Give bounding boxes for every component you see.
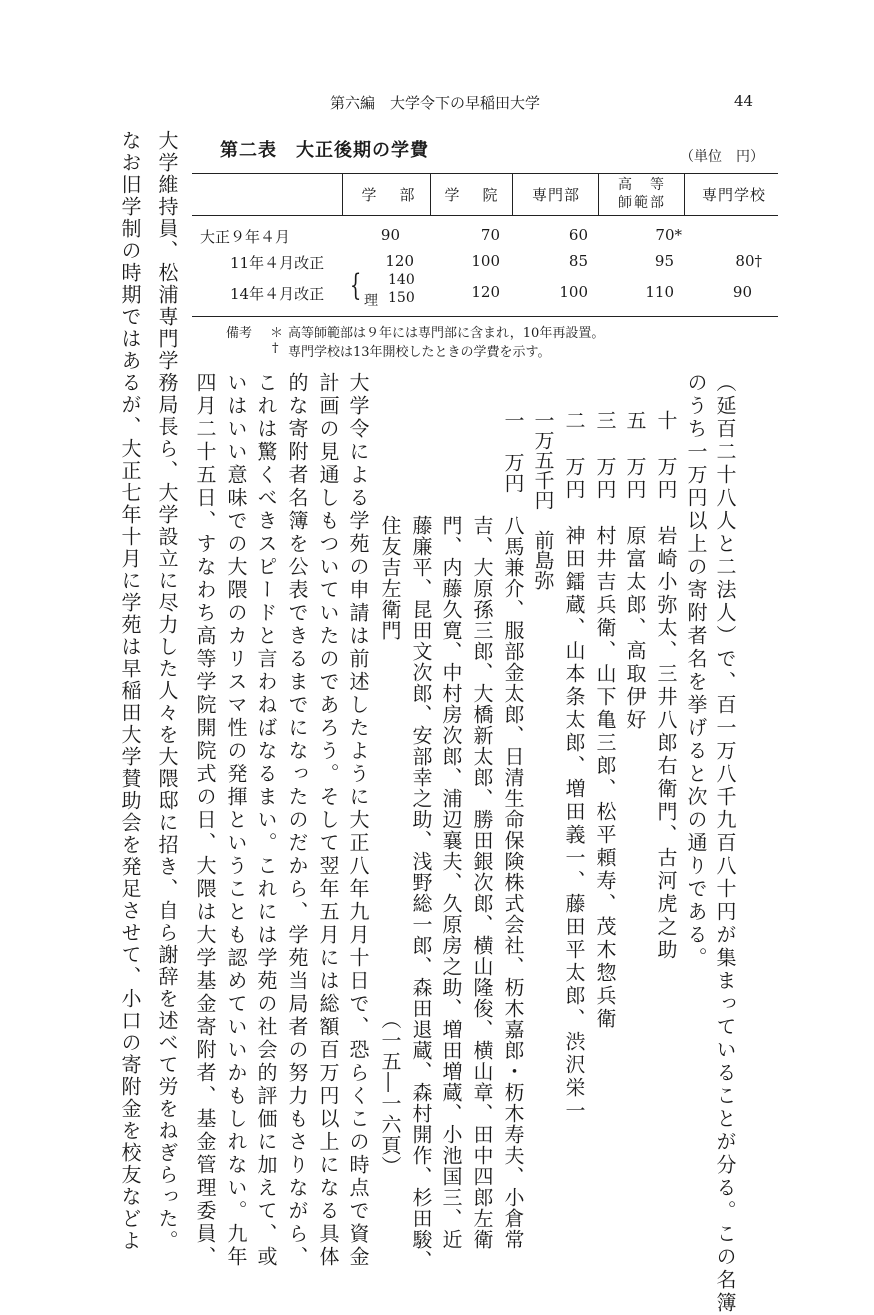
cell-senmonbu: 85 bbox=[568, 252, 588, 270]
donor-line: 三 万円 村井吉兵衛、山下亀三郎、松平頼寿、茂木惣兵衛 bbox=[593, 410, 617, 1031]
cell-gakubu: 90 bbox=[380, 226, 400, 244]
note-1: 高等師範部は９年には専門部に含まれ，10年再設置。 bbox=[288, 326, 605, 341]
cell-gakuin: 100 bbox=[471, 252, 500, 270]
cell-gakubu-sub1: 140 bbox=[388, 272, 415, 288]
donor-line: 吉、大原孫三郎、大橋新太郎、勝田銀次郎、横山隆俊、横山章、田中四郎左衛 bbox=[470, 410, 494, 1250]
donor-line: 十 万円 岩崎小弥太、三井八郎右衛門、古河虎之助 bbox=[654, 410, 678, 962]
table-unit: （単位 円） bbox=[680, 149, 764, 165]
header-kotoshihan-2: 師範部 bbox=[618, 195, 666, 211]
body-column: 大学維持員、松浦専門学務局長ら、大学設立に尽力した人々を大隈邸に招き、自ら謝辞を述べて労をねぎらった。 bbox=[155, 130, 179, 1252]
donor-line: 一 万円 八馬兼介、服部金太郎、日清生命保険株式会社、杤木嘉郎・杤木寿夫、小倉常 bbox=[501, 410, 525, 1250]
note-2: 専門学校は13年開校したときの学費を示す。 bbox=[288, 345, 551, 360]
donor-line: 二 万円 神田鐳蔵、山本条太郎、増田義一、藤田平太郎、渋沢栄一 bbox=[562, 410, 586, 1123]
cell-gakubu-sub2-prefix: 理 bbox=[364, 293, 378, 309]
table-top-rule bbox=[192, 173, 778, 174]
table-col-divider bbox=[430, 173, 431, 215]
donor-line: 五 万円 原富太郎、高取伊好 bbox=[623, 410, 647, 732]
cell-senmonbu: 60 bbox=[568, 226, 588, 244]
cell-gakuin: 70 bbox=[480, 226, 500, 244]
donor-line: 住友吉左衛門 （一五―一六頁） bbox=[378, 410, 402, 1177]
donor-line: 一万五千円 前島弥 bbox=[531, 410, 555, 590]
cell-kotoshihan: 110 bbox=[645, 283, 674, 301]
row-label: 大正９年４月 bbox=[200, 228, 291, 246]
header-senmongakko: 専門学校 bbox=[701, 186, 766, 204]
header-senmonbu: 専門部 bbox=[531, 186, 580, 204]
cell-senmonbu: 100 bbox=[559, 283, 588, 301]
page-number: 44 bbox=[734, 92, 754, 110]
donor-line: 門、内藤久寛、中村房次郎、浦辺襄夫、久原房之助、増田増蔵、小池国三、近 bbox=[439, 410, 463, 1250]
body-column: これは驚くべきスピードと言わねばなるまい。これには学苑の社会的評価に加えて、或 bbox=[254, 372, 278, 1269]
brace-symbol: { bbox=[349, 268, 362, 303]
cell-kotoshihan: 70* bbox=[655, 226, 682, 244]
body-column: 大学令による学苑の申請は前述したように大正八年九月十日で、恐らくこの時点で資金 bbox=[346, 372, 370, 1269]
body-column: （延百二十八人と二法人）で、百一万八千九百八十円が集まっていることが分る。この名簿 bbox=[713, 372, 737, 1315]
body-column: 的な寄附者名簿を公表できるまでになったのだから、学苑当局者の努力もさりながら、 bbox=[285, 372, 309, 1269]
header-gakubu: 学 部 bbox=[361, 186, 419, 204]
body-column: 四月二十五日、すなわち高等学院開院式の日、大隈は大学基金寄附者、基金管理委員、 bbox=[193, 372, 217, 1269]
row-label: 14年４月改正 bbox=[230, 285, 325, 303]
donor-line: 藤廉平、昆田文次郎、安部幸之助、浅野総一郎、森田退蔵、森村開作、杉田駿、 bbox=[409, 410, 433, 1271]
body-column: のうち一万円以上の寄附者名を挙げると次の通りである。 bbox=[684, 372, 708, 970]
cell-gakubu-sub2: 150 bbox=[388, 290, 415, 306]
table-header-rule bbox=[192, 215, 778, 216]
body-column: いはいい意味での大隈のカリスマ性の発揮ということも認めていいかもしれない。九年 bbox=[224, 372, 248, 1269]
cell-senmongakko: 80† bbox=[735, 252, 762, 270]
table-col-divider bbox=[512, 173, 513, 215]
table-col-divider bbox=[598, 173, 599, 215]
table-bottom-rule bbox=[192, 316, 778, 317]
row-label: 11年４月改正 bbox=[230, 254, 325, 272]
cell-gakuin: 120 bbox=[471, 283, 500, 301]
cell-kotoshihan: 95 bbox=[654, 252, 674, 270]
note-1-mark: ＊ bbox=[270, 326, 284, 341]
notes-label: 備考 bbox=[226, 326, 253, 341]
header-kotoshihan-1: 高 等 bbox=[618, 177, 666, 193]
table-col-divider bbox=[684, 173, 685, 215]
body-column: 計画の見通しもついていたのであろう。そして翌年五月には総額百万円以上になる具体 bbox=[316, 372, 340, 1269]
body-column: なお旧学制の時期ではあるが、大正七年十月に学苑は早稲田大学賛助会を発足させて、小口の寄附金を校友などよ bbox=[118, 130, 142, 1252]
header-gakuin: 学 院 bbox=[444, 186, 502, 204]
running-header-title: 第六編 大学令下の早稲田大学 bbox=[330, 94, 541, 112]
table-col-divider bbox=[342, 173, 343, 215]
table-title: 第二表 大正後期の学費 bbox=[220, 140, 429, 161]
cell-senmongakko: 90 bbox=[732, 283, 752, 301]
cell-gakubu: 120 bbox=[385, 252, 414, 270]
note-2-mark: † bbox=[272, 341, 279, 356]
